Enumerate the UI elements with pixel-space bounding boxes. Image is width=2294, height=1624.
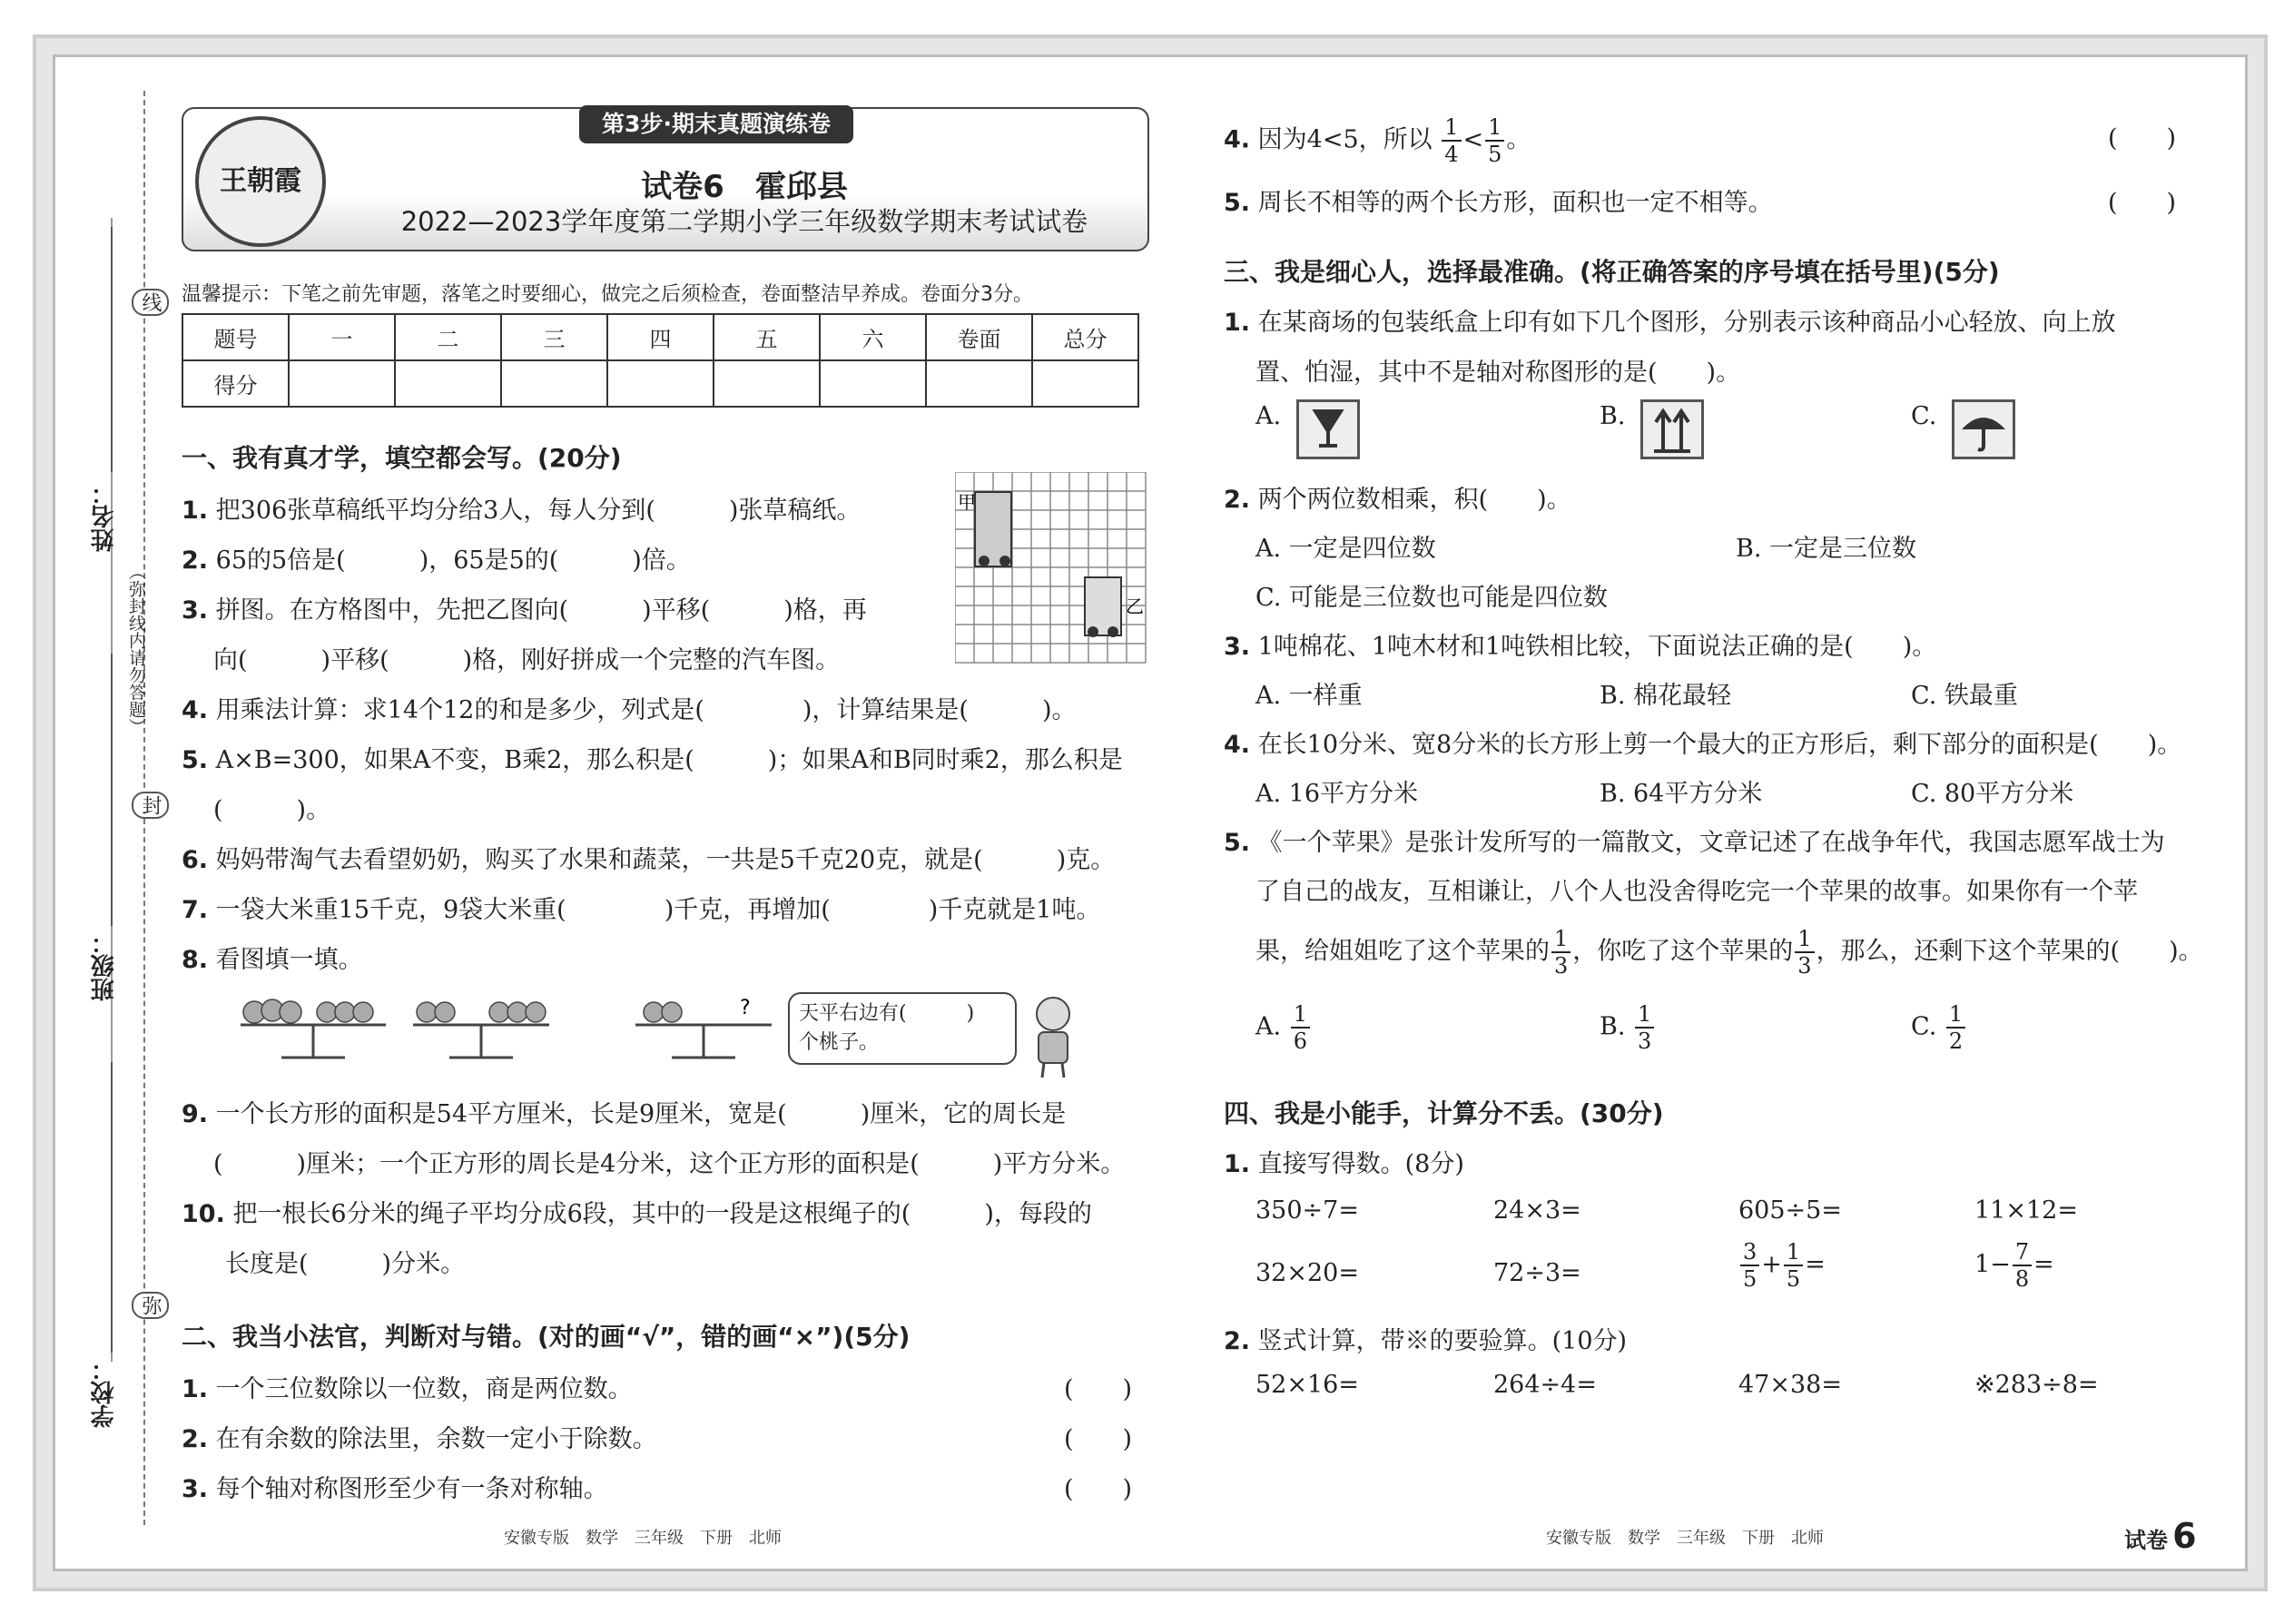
s2-q4-answer[interactable]: ( ) — [2108, 124, 2177, 153]
q-text: 每个轴对称图形至少有一条对称轴。 — [215, 1475, 608, 1503]
brand-logo: 王朝霞 — [195, 116, 326, 247]
s3-q4-option-b[interactable]: B. 64平方分米 — [1600, 780, 1763, 808]
s3-q2-option-a[interactable]: A. 一定是四位数 — [1255, 535, 1436, 563]
score-cell[interactable] — [926, 360, 1032, 407]
s3-q5-option-a[interactable] — [1255, 1003, 1312, 1052]
calc-item[interactable]: 52×16= — [1255, 1371, 1359, 1399]
footer-right: 安徽专版 数学 三年级 下册 北师 — [1546, 1529, 1824, 1548]
bubble-line-1: 天平右边有( ) — [799, 1002, 975, 1025]
s1-q7 — [182, 890, 1101, 925]
s1-q2 — [182, 540, 691, 576]
calc-item[interactable]: 32×20= — [1255, 1259, 1359, 1287]
calc-item[interactable]: 264÷4= — [1493, 1371, 1597, 1399]
s1-q8 — [182, 940, 363, 975]
numerator: 1 — [1551, 928, 1570, 953]
s1-q9-cont: ( )厘米；一个正方形的周长是4分米，这个正方形的面积是( )平方分米。 — [213, 1150, 1126, 1178]
s3-q1-option-b[interactable]: B. — [1600, 402, 1626, 430]
denominator: 5 — [1743, 1266, 1757, 1292]
q-number: 5. — [1224, 829, 1251, 857]
numerator: 1 — [1946, 1003, 1965, 1029]
calc-item-fraction-sum[interactable] — [1738, 1241, 1826, 1290]
numerator: 1 — [1784, 1241, 1803, 1266]
denominator: 4 — [1444, 142, 1459, 167]
q-number: 10. — [182, 1200, 225, 1228]
s2-q5-answer[interactable]: ( ) — [2108, 189, 2177, 217]
q-number: 5. — [1224, 189, 1251, 217]
s3-q2-option-c[interactable]: C. 可能是三位数也可能是四位数 — [1255, 584, 1608, 612]
denominator: 8 — [2014, 1266, 2030, 1292]
q-text: 直接写得数。(8分) — [1257, 1150, 1464, 1178]
q-number: 8. — [182, 946, 209, 974]
bubble-line-2: 个桃子。 — [799, 1031, 880, 1054]
score-cell[interactable] — [607, 360, 714, 407]
denominator: 6 — [1293, 1029, 1307, 1054]
calc-item[interactable]: 24×3= — [1493, 1196, 1581, 1225]
q-number: 9. — [182, 1100, 209, 1128]
numerator: 1 — [1291, 1003, 1310, 1029]
numerator: 3 — [1740, 1241, 1759, 1266]
s3-q5-line3 — [1255, 928, 2203, 977]
footer-left: 安徽专版 数学 三年级 下册 北师 — [504, 1529, 782, 1548]
child-figure — [1026, 994, 1080, 1080]
translation-grid — [955, 472, 1147, 664]
school-field[interactable] — [111, 1062, 113, 1353]
s4-q2 — [1224, 1321, 1627, 1356]
section-1-title: 一、我有真才学，填空都会写。(20分) — [182, 443, 622, 473]
score-header-cell: 总分 — [1032, 314, 1138, 360]
q-text: A×B=300，如果A不变，B乘2，那么积是( )；如果A和B同时乘2，那么积是 — [215, 746, 1123, 774]
score-cell[interactable] — [820, 360, 926, 407]
denominator: 5 — [1786, 1266, 1801, 1292]
less-than: < — [1462, 125, 1484, 154]
q-text: 用乘法计算：求14个12的和是多少，列式是( )，计算结果是( )。 — [215, 696, 1077, 724]
option-letter: B. — [1600, 1012, 1626, 1041]
score-table — [182, 313, 1139, 408]
numerator: 7 — [2013, 1241, 2032, 1266]
q-text: 两个两位数相乘，积( )。 — [1257, 486, 1571, 514]
page-label: 试卷 — [2124, 1528, 2168, 1553]
score-header-cell: 五 — [714, 314, 820, 360]
school-label: 学校： — [91, 1357, 118, 1428]
q-text: ，那么，还剩下这个苹果的( )。 — [1816, 937, 2203, 966]
paper-subtitle: 2022—2023学年度第二学期小学三年级数学期末考试试卷 — [400, 206, 1088, 237]
name-label: 姓名： — [91, 481, 118, 552]
numerator: 1 — [1635, 1003, 1654, 1029]
q-text: 周长不相等的两个长方形，面积也一定不相等。 — [1257, 189, 1773, 217]
fragile-glass-icon — [1296, 399, 1360, 459]
score-cell[interactable] — [289, 360, 395, 407]
s2-q2 — [182, 1419, 657, 1454]
q-number: 4. — [1224, 731, 1251, 759]
this-way-up-icon — [1640, 399, 1704, 459]
denominator: 3 — [1638, 1029, 1652, 1054]
q-text: 把306张草稿纸平均分给3人，每人分到( )张草稿纸。 — [215, 497, 861, 525]
q-text: 一个三位数除以一位数，商是两位数。 — [215, 1375, 633, 1403]
s2-q3-answer[interactable]: ( ) — [1064, 1475, 1133, 1503]
plus: + — [1761, 1250, 1782, 1279]
q-number: 3. — [182, 1475, 209, 1503]
score-header-cell: 一 — [289, 314, 395, 360]
period: 。 — [1506, 125, 1531, 154]
s3-q3-option-a[interactable]: A. 一样重 — [1255, 682, 1363, 710]
score-header-cell: 四 — [607, 314, 714, 360]
q-text: 在某商场的包装纸盒上印有如下几个图形，分别表示该种商品小心轻放、向上放 — [1257, 309, 2116, 337]
score-cell[interactable] — [395, 360, 501, 407]
seal-word-line: 线 — [132, 289, 169, 316]
s1-q1 — [182, 490, 861, 526]
option-letter: C. — [1911, 1012, 1937, 1041]
page-num: 6 — [2172, 1516, 2197, 1556]
q-text: ，你吃了这个苹果的 — [1572, 937, 1794, 966]
seal-word-seal: 封 — [132, 792, 169, 819]
fraction — [2013, 1241, 2032, 1290]
fraction — [1442, 116, 1461, 165]
fraction — [1551, 928, 1570, 977]
s3-q1-option-c[interactable]: C. — [1911, 402, 1937, 430]
denominator: 5 — [1488, 142, 1502, 167]
q-number: 7. — [182, 896, 209, 924]
s3-q4-option-c[interactable]: C. 80平方分米 — [1911, 780, 2074, 808]
s3-q3 — [1224, 626, 1936, 662]
q-number: 3. — [182, 596, 209, 625]
s3-q4-option-a[interactable]: A. 16平方分米 — [1255, 780, 1419, 808]
q-text: 一个长方形的面积是54平方厘米，长是9厘米，宽是( )厘米，它的周长是 — [215, 1100, 1067, 1128]
denominator: 3 — [1797, 953, 1812, 979]
s3-q1-option-a[interactable]: A. — [1255, 402, 1282, 430]
q-number: 2. — [182, 546, 209, 575]
denominator: 3 — [1554, 953, 1569, 979]
calc-item[interactable]: 47×38= — [1738, 1371, 1842, 1399]
s3-q1 — [1224, 302, 2116, 338]
s1-q10 — [182, 1194, 1092, 1229]
equals: = — [2033, 1250, 2054, 1279]
s3-q4 — [1224, 724, 2181, 760]
s3-q5-option-c[interactable] — [1911, 1003, 1967, 1052]
q-text: 1吨棉花、1吨木材和1吨铁相比较，下面说法正确的是( )。 — [1257, 633, 1937, 661]
step-badge: 第3步·期末真题演练卷 — [579, 105, 853, 143]
seal-note: （弥封线内请勿答题） — [126, 563, 146, 735]
q-number: 6. — [182, 846, 209, 874]
class-field[interactable] — [111, 654, 113, 926]
q-text: 拼图。在方格图中，先把乙图向( )平移( )格，再 — [215, 596, 867, 625]
fraction — [1784, 1241, 1803, 1290]
calc-item[interactable]: 72÷3= — [1493, 1259, 1581, 1287]
fraction — [1740, 1241, 1759, 1290]
section-2-title: 二、我当小法官，判断对与错。(对的画“√”，错的画“×”)(5分) — [182, 1322, 911, 1352]
calc-item[interactable]: 11×12= — [1974, 1196, 2078, 1225]
calc-item-fraction-diff[interactable] — [1974, 1241, 2054, 1290]
fraction — [1485, 116, 1504, 165]
fraction — [1795, 928, 1814, 977]
s2-q1 — [182, 1369, 633, 1404]
grid-label-jia: 甲 — [958, 491, 976, 513]
score-header-row — [182, 314, 1138, 360]
option-letter: A. — [1255, 1012, 1282, 1041]
q-text: 在长10分米、宽8分米的长方形上剪一个最大的正方形后，剩下部分的面积是( )。 — [1257, 731, 2182, 759]
s2-q2-answer[interactable]: ( ) — [1064, 1425, 1133, 1453]
section-4-title: 四、我是小能手，计算分不丢。(30分) — [1224, 1098, 1664, 1128]
q-number: 4. — [1224, 125, 1251, 154]
q-number: 3. — [1224, 633, 1251, 661]
s2-q4 — [1224, 116, 1531, 165]
score-row-label: 得分 — [182, 360, 289, 407]
score-header-cell: 三 — [501, 314, 607, 360]
s1-q3 — [182, 590, 867, 625]
score-cell[interactable] — [501, 360, 607, 407]
numerator: 1 — [1442, 116, 1461, 142]
s3-q1-cont: 置、怕湿，其中不是轴对称图形的是( )。 — [1255, 359, 1741, 387]
q-text: 65的5倍是( )，65是5的( )倍。 — [215, 546, 691, 575]
grid-label-yi: 乙 — [1126, 595, 1144, 617]
equals: = — [1805, 1250, 1826, 1279]
q-text: 因为4<5，所以 — [1257, 125, 1433, 154]
s2-q1-answer[interactable]: ( ) — [1064, 1375, 1133, 1403]
keep-dry-umbrella-icon — [1952, 399, 2015, 459]
q-number: 1. — [1224, 309, 1251, 337]
unknown-mark: ? — [740, 997, 751, 1019]
q-text: 一袋大米重15千克，9袋大米重( )千克，再增加( )千克就是1吨。 — [215, 896, 1101, 924]
q-text: 把一根长6分米的绳子平均分成6段，其中的一段是这根绳子的( )，每段的 — [232, 1200, 1092, 1228]
s1-q5-cont: ( )。 — [213, 796, 331, 824]
class-label: 班级： — [91, 930, 118, 1001]
fraction — [1946, 1003, 1965, 1052]
q-number: 4. — [182, 696, 209, 724]
q-number: 2. — [1224, 1327, 1251, 1355]
q-number: 1. — [1224, 1150, 1251, 1178]
denominator: 2 — [1948, 1029, 1964, 1054]
s1-q6 — [182, 840, 1115, 875]
s3-q5 — [1224, 822, 2165, 858]
score-row — [182, 360, 1138, 407]
speech-bubble — [788, 992, 1017, 1065]
seal-word-mi: 弥 — [132, 1292, 169, 1319]
balance-scales-illustration — [236, 985, 835, 1071]
section-3-title: 三、我是细心人，选择最准确。(将正确答案的序号填在括号里)(5分) — [1224, 257, 2000, 287]
page-number — [2124, 1516, 2197, 1556]
score-header-cell: 题号 — [182, 314, 289, 360]
s3-q5-option-b[interactable] — [1600, 1003, 1656, 1052]
q-number: 2. — [182, 1425, 209, 1453]
s3-q5-line2: 了自己的战友，互相谦让，八个人也没舍得吃完一个苹果的故事。如果你有一个苹 — [1255, 878, 2138, 906]
q-number: 1. — [182, 497, 209, 525]
q-text: 在有余数的除法里，余数一定小于除数。 — [215, 1425, 657, 1453]
score-cell[interactable] — [1032, 360, 1138, 407]
q-number: 2. — [1224, 486, 1251, 514]
calc-item[interactable]: 350÷7= — [1255, 1196, 1359, 1225]
s1-q5 — [182, 740, 1123, 775]
q-text: 竖式计算，带※的要验算。(10分) — [1257, 1327, 1628, 1355]
s4-q1 — [1224, 1144, 1464, 1179]
q-number: 5. — [182, 746, 209, 774]
paper-title: 试卷6 霍邱县 — [641, 169, 848, 205]
s2-q5 — [1224, 182, 1773, 218]
s1-q4 — [182, 690, 1077, 725]
s3-q2-option-b[interactable]: B. 一定是三位数 — [1736, 535, 1917, 563]
score-header-cell: 卷面 — [926, 314, 1032, 360]
s2-q3 — [182, 1469, 608, 1504]
s3-q3-option-b[interactable]: B. 棉花最轻 — [1600, 682, 1732, 710]
s3-q2 — [1224, 479, 1571, 515]
q-number: 1. — [182, 1375, 209, 1403]
name-field[interactable] — [111, 227, 113, 472]
fraction — [1291, 1003, 1310, 1052]
score-header-cell: 六 — [820, 314, 926, 360]
q-text: 看图填一填。 — [215, 946, 363, 974]
s3-q3-option-c[interactable]: C. 铁最重 — [1911, 682, 2018, 710]
q-text: 果，给姐姐吃了这个苹果的 — [1255, 937, 1550, 966]
fraction — [1635, 1003, 1654, 1052]
minuend: 1− — [1974, 1250, 2011, 1279]
numerator: 1 — [1795, 928, 1814, 953]
score-cell[interactable] — [714, 360, 820, 407]
tip-text: 温馨提示：下笔之前先审题，落笔之时要细心，做完之后须检查，卷面整洁早养成。卷面分3分。 — [182, 283, 1034, 306]
calc-item[interactable]: 605÷5= — [1738, 1196, 1842, 1225]
calc-item[interactable]: ※283÷8= — [1974, 1371, 2099, 1399]
q-text: 妈妈带淘气去看望奶奶，购买了水果和蔬菜，一共是5千克20克，就是( )克。 — [215, 846, 1116, 874]
s1-q10-cont: 长度是( )分米。 — [225, 1250, 466, 1278]
s1-q9 — [182, 1094, 1066, 1129]
q-text: 《一个苹果》是张计发所写的一篇散文，文章记述了在战争年代，我国志愿军战士为 — [1257, 829, 2165, 857]
s1-q3-cont: 向( )平移( )格，刚好拼成一个完整的汽车图。 — [213, 646, 841, 674]
score-header-cell: 二 — [395, 314, 501, 360]
numerator: 1 — [1485, 116, 1504, 142]
